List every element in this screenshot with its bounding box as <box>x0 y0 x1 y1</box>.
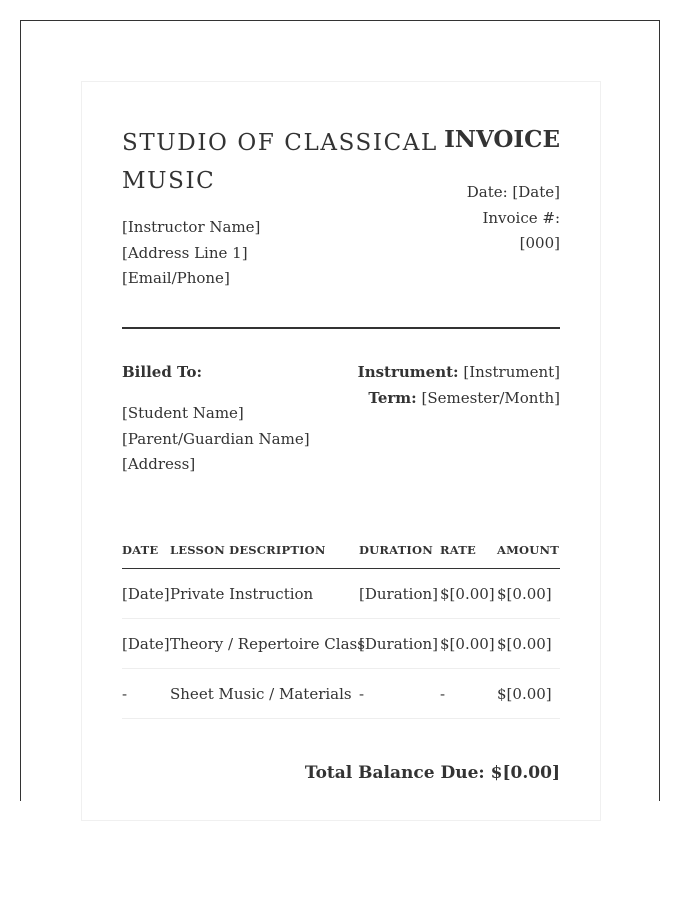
header-rate: RATE <box>440 543 476 557</box>
billed-to-details <box>122 401 372 478</box>
row-1-description: Private Instruction <box>170 585 314 603</box>
instrument-label: Instrument: <box>357 363 459 381</box>
header-description: LESSON DESCRIPTION <box>170 543 326 557</box>
total-label: Total Balance Due: <box>304 763 485 783</box>
row-3-description: Sheet Music / Materials <box>170 685 352 703</box>
header-amount: AMOUNT <box>497 543 559 557</box>
invoice-title: INVOICE <box>444 126 560 153</box>
row-1-rate: $[0.00] <box>440 585 495 603</box>
lesson-terms <box>300 360 560 411</box>
total-value: $[0.00] <box>490 763 560 783</box>
row-2-date: [Date] <box>122 635 170 653</box>
guardian-name: [Parent/Guardian Name] <box>122 429 310 448</box>
row-3-rule <box>122 718 560 719</box>
studio-name-line-2: MUSIC <box>122 168 216 194</box>
term-line <box>300 386 560 412</box>
row-1-rule <box>122 618 560 619</box>
invoice-number-label: Invoice #: <box>482 208 560 227</box>
term-value: [Semester/Month] <box>421 388 560 407</box>
instrument-line <box>300 360 560 386</box>
invoice-date: Date: [Date] <box>466 183 560 201</box>
row-2-rule <box>122 668 560 669</box>
row-2-description: Theory / Repertoire Class <box>170 635 365 653</box>
invoice-meta <box>420 180 560 257</box>
row-1-date: [Date] <box>122 585 170 603</box>
header-divider <box>122 327 560 329</box>
billing-address: [Address] <box>122 455 196 473</box>
invoice-number: [000] <box>519 234 560 252</box>
row-3-amount: $[0.00] <box>497 685 552 703</box>
row-3-date: - <box>122 685 128 703</box>
row-1-duration: [Duration] <box>359 585 439 603</box>
row-3-rate: - <box>440 685 446 703</box>
header-date: DATE <box>122 543 159 557</box>
row-1-amount: $[0.00] <box>497 585 552 603</box>
instructor-name: [Instructor Name] <box>122 218 261 236</box>
studio-name-line-1: STUDIO OF CLASSICAL <box>122 130 438 156</box>
billed-to-label: Billed To: <box>122 363 203 381</box>
header-duration: DURATION <box>359 543 433 557</box>
row-2-rate: $[0.00] <box>440 635 495 653</box>
term-label: Term: <box>368 388 417 407</box>
total-balance <box>280 760 560 786</box>
instructor-contact: [Email/Phone] <box>122 269 230 287</box>
table-header-rule <box>122 568 560 569</box>
row-3-duration: - <box>359 685 365 703</box>
instrument-value: [Instrument] <box>463 363 560 381</box>
instructor-info <box>122 215 422 292</box>
row-2-duration: [Duration] <box>359 635 439 653</box>
row-2-amount: $[0.00] <box>497 635 552 653</box>
student-name: [Student Name] <box>122 404 244 422</box>
instructor-address: [Address Line 1] <box>122 243 248 262</box>
studio-name <box>122 124 442 200</box>
